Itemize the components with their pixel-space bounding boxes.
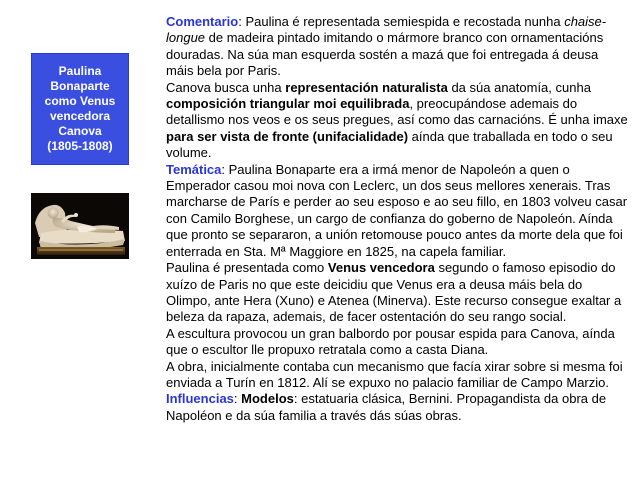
sculpture-picture — [31, 193, 129, 259]
influencias-label: Influencias — [166, 391, 234, 407]
obra-paragraph: A obra, inicialmente contaba cun mecanismo que facía xirar sobre si mesma foi enviada a Turín en 1812. Alí se expuxo no palacio familiar de Campo Marzio. — [166, 358, 623, 390]
sculpture-image — [31, 193, 129, 259]
title-box — [31, 53, 129, 165]
comentario-paragraph: Comentario: Paulina é representada semiespida e recostada nunha chaise-longue de madeira pintado imitando o mármore branco con ornamentacións douradas. Na súa man esquerda sostén a mazá que foi entregada á deusa máis bela por Paris. — [166, 14, 607, 79]
tematica-label: Temática — [166, 161, 222, 177]
commentary-text — [166, 14, 628, 424]
comentario-label: Comentario — [166, 14, 239, 29]
slide-title: Paulina Bonaparte como Venus vencedora Canova (1805-1808) — [44, 64, 116, 153]
escultura-paragraph: A escultura provocou un gran balbordo por pousar espida para Canova, aínda que o escultor lle propuxo retratala como a casta Diana. — [166, 325, 615, 358]
tematica-paragraph: Temática: Paulina Bonaparte era a irmá menor de Napoleón a quen o Emperador casou moi nova con Leclerc, un dos seus mellores xenerais. Tras marcharse de París e perder ao seu esposo e ao seu fillo, en 1803 volveu casar con Camilo Borghese, un cargo de confianza do goberno de Napoleón. Aínda que pronto se separaron, a unión retomouse pouco antes da morte dela que foi enterrada en Sta. Mª Maggiore en 1825, na capela familiar. — [166, 161, 628, 259]
canova-paragraph: Canova busca unha representación naturalista da súa anatomía, cunha composición triangular moi equilibrada, preocupándose ademais do detallismo nos veos e os seus pregues, así como das carnacións. É unha imaxe para ser vista de fronte (unifacialidade) aínda que traballada en todo o seu volume. — [166, 79, 628, 161]
influencias-paragraph: Influencias: Modelos: estatuaria clásica, Bernini. Propagandista da obra de Napoléon e da súa familia a través dás súas obras. — [166, 391, 607, 423]
venus-paragraph: Paulina é presentada como Venus vencedora segundo o famoso episodio do xuízo de Paris no que este deicidiu que Venus era a deusa máis bela do Olimpo, ante Hera (Xuno) e Atenea (Minerva). Este recurso consegue exaltar a beleza da rapaza, ademais, de facer ostentación do seu rango social. — [166, 260, 622, 325]
